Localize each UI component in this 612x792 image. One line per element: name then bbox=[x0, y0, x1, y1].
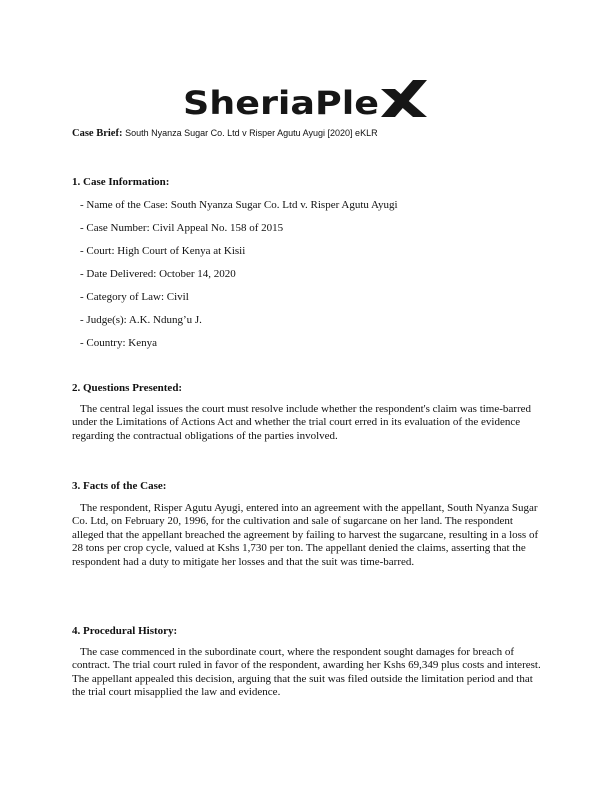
section-heading-case-information: 1. Case Information: bbox=[72, 176, 170, 188]
section-heading-procedural-history: 4. Procedural History: bbox=[72, 625, 178, 637]
procedural-history-paragraph: The case commenced in the subordinate court, where the respondent sought damages for breach of contract. The trial court ruled in favor of the respondent, awarding her Kshs 69,349 plus costs and interest. The appellant appealed this decision, arguing that the suit was filed outside the limitation period and that the trial court misapplied the law and evidence. bbox=[72, 646, 541, 699]
info-item-case-name: - Name of the Case: South Nyanza Sugar Co. Ltd v. Risper Agutu Ayugi bbox=[80, 199, 398, 211]
case-brief-title: South Nyanza Sugar Co. Ltd v Risper Agutu Ayugi [2020] eKLR bbox=[125, 128, 378, 138]
info-item-case-number: - Case Number: Civil Appeal No. 158 of 2015 bbox=[80, 222, 284, 234]
info-item-court: - Court: High Court of Kenya at Kisii bbox=[80, 245, 246, 257]
info-item-judges: - Judge(s): A.K. Ndung’u J. bbox=[80, 314, 202, 326]
questions-presented-paragraph: The central legal issues the court must resolve include whether the respondent's claim was time-barred under the Limitations of Actions Act and whether the trial court erred in its evaluation of the evidence regarding the contractual obligations of the parties involved. bbox=[72, 403, 531, 442]
section-heading-questions-presented: 2. Questions Presented: bbox=[72, 382, 183, 394]
info-item-category-of-law: - Category of Law: Civil bbox=[80, 291, 189, 303]
case-brief-label: Case Brief: bbox=[72, 128, 123, 139]
info-item-date-delivered: - Date Delivered: October 14, 2020 bbox=[80, 268, 236, 280]
logo-wordmark: SheriaPle bbox=[183, 84, 379, 122]
logo-graphic bbox=[181, 76, 431, 124]
sheriaplex-logo bbox=[0, 76, 612, 124]
facts-of-the-case-paragraph: The respondent, Risper Agutu Ayugi, entered into an agreement with the appellant, South Nyanza Sugar Co. Ltd, on February 20, 1996, for the cultivation and sale of sugarcane on her land. The respondent alleged that the appellant breached the agreement by failing to harvest the sugarcane, resulting in a loss of 28 tons per crop cycle, valued at Kshs 1,730 per ton. The appellant denied the claims, asserting that the respondent had a duty to mitigate her losses and that the suit was time-barred. bbox=[72, 502, 539, 568]
case-brief-line bbox=[72, 128, 378, 139]
info-item-country: - Country: Kenya bbox=[80, 337, 157, 349]
section-heading-facts-of-the-case: 3. Facts of the Case: bbox=[72, 480, 167, 492]
logo-x-mark bbox=[381, 80, 427, 117]
